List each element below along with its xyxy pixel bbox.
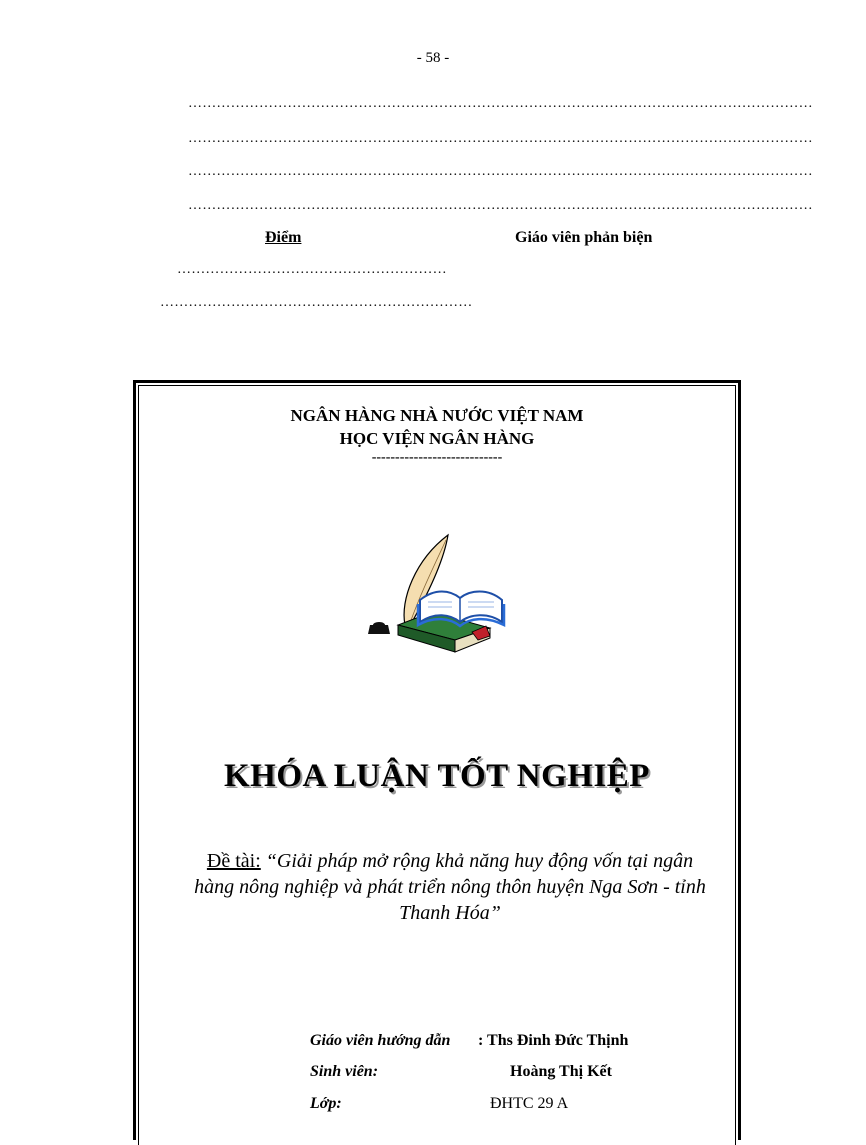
- page-number: - 58 -: [416, 50, 450, 66]
- student-label: Sinh viên:: [310, 1063, 379, 1080]
- dotted-line: ……………………………………………………………………………………………………………………: [188, 96, 813, 111]
- topic-text: “Giải pháp mở rộng khả năng huy động vốn tại ngân hàng nông nghiệp và phát triển nông thôn huyện Nga Sơn - tỉnh Thanh Hóa”: [194, 850, 706, 924]
- topic-label: Đề tài:: [206, 850, 261, 872]
- org-line-1: NGÂN HÀNG NHÀ NƯỚC VIỆT NAM: [290, 406, 584, 425]
- class-label: Lớp:: [310, 1095, 342, 1112]
- advisor-value: : Ths Đinh Đức Thịnh: [478, 1032, 629, 1049]
- dotted-line: ……………………………………………………………………………………………………………………: [188, 131, 813, 146]
- score-dotted-line: …………………………………………………………: [160, 295, 473, 310]
- score-dotted-line: …………………………………………………: [177, 262, 447, 277]
- advisor-label: Giáo viên hướng dẫn: [310, 1032, 451, 1049]
- student-value: Hoàng Thị Kết: [510, 1063, 612, 1080]
- quill-book-logo: [360, 530, 510, 660]
- thesis-title: KHÓA LUẬN TỐT NGHIỆP: [224, 758, 650, 794]
- reviewer-label: Giáo viên phản biện: [515, 229, 653, 246]
- score-label: Điểm: [265, 229, 302, 246]
- class-value: ĐHTC 29 A: [490, 1095, 569, 1112]
- separator: ----------------------------: [371, 450, 503, 465]
- thesis-topic: [190, 848, 710, 926]
- org-line-2: HỌC VIỆN NGÂN HÀNG: [339, 429, 535, 448]
- dotted-line: ……………………………………………………………………………………………………………………: [188, 164, 813, 179]
- dotted-line: ……………………………………………………………………………………………………………………: [188, 198, 813, 213]
